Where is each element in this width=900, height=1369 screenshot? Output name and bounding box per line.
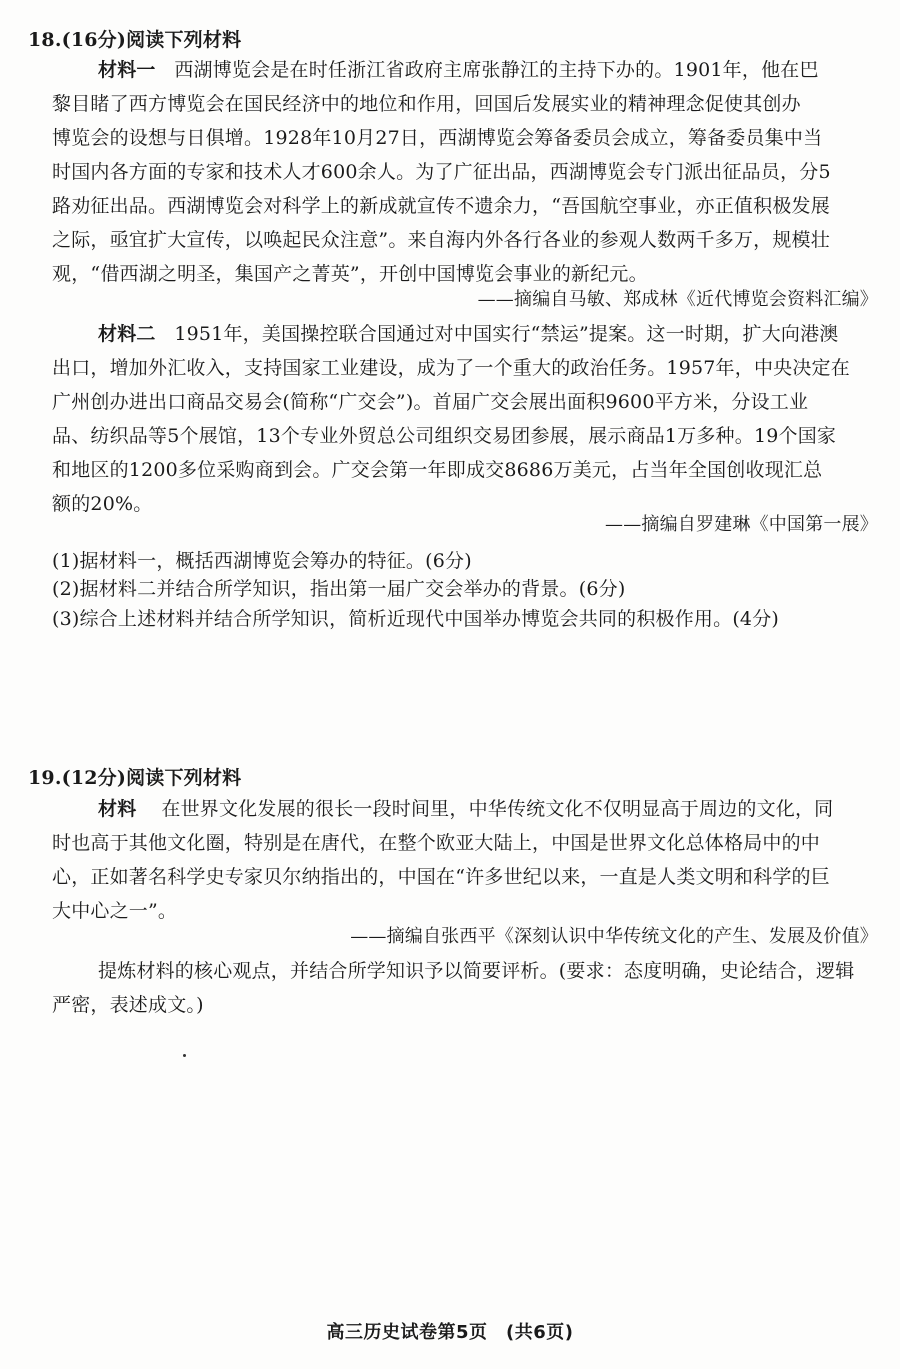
q19-task-line-2: 严密，表述成文。) [52,994,204,1016]
q18-m1-line-1: 材料一 西湖博览会是在时任浙江省政府主席张静江的主持下办的。1901年，他在巴 [98,59,819,81]
q18-m2-line-4: 品、纺织品等5个展馆，13个专业外贸总公司组织交易团参展，展示商品1万多种。19个国家 [52,425,837,447]
scan-speck [183,1054,186,1057]
q19-task-line-1: 提炼材料的核心观点，并结合所学知识予以简要评析。(要求：态度明确，史论结合，逻辑 [98,960,855,982]
q19-material-source: ——摘编自张西平《深刻认识中华传统文化的产生、发展及价值》 [350,926,878,947]
q18-m2-line-5: 和地区的1200多位采购商到会。广交会第一年即成交8686万美元，占当年全国创收现汇总 [52,459,823,481]
q18-m1-line-7: 观，“借西湖之明圣，集国产之菁英”，开创中国博览会事业的新纪元。 [52,263,648,285]
q18-m2-label: 材料二 [98,323,156,345]
q18-heading: 18.(16分)阅读下列材料 [28,29,242,51]
q19-material-line-1: 材料 在世界文化发展的很长一段时间里，中华传统文化不仅明显高于周边的文化，同 [98,798,834,820]
q19-material-line-3: 心，正如著名科学史专家贝尔纳指出的，中国在“许多世纪以来，一直是人类文明和科学的巨 [52,866,830,888]
q18-m1-line-5: 路劝征出品。西湖博览会对科学上的新成就宣传不遗余力，“吾国航空事业，亦正值积极发展 [52,195,830,217]
q18-m1-line-3: 博览会的设想与日俱增。1928年10月27日，西湖博览会筹备委员会成立，筹备委员集中当 [52,127,823,149]
q18-question-3: (3)综合上述材料并结合所学知识，简析近现代中国举办博览会共同的积极作用。(4分) [52,608,780,630]
q19-material-line-2: 时也高于其他文化圈，特别是在唐代，在整个欧亚大陆上，中国是世界文化总体格局中的中 [52,832,821,854]
q18-m1-line-6: 之际，亟宜扩大宣传，以唤起民众注意”。来自海内外各行各业的参观人数两千多万，规模壮 [52,229,830,251]
q19-material-line-4: 大中心之一”。 [52,900,178,922]
q18-m2-line-3: 广州创办进出口商品交易会(简称“广交会”)。首届广交会展出面积9600平方米，分设工业 [52,391,809,413]
q18-m2-line-1: 材料二 1951年，美国操控联合国通过对中国实行“禁运”提案。这一时期，扩大向港澳 [98,323,839,345]
q18-m2-line-2: 出口，增加外汇收入，支持国家工业建设，成为了一个重大的政治任务。1957年，中央决定在 [52,357,850,379]
q18-question-2: (2)据材料二并结合所学知识，指出第一届广交会举办的背景。(6分) [52,578,626,600]
q18-m1-label: 材料一 [98,59,156,81]
q18-m2-source: ——摘编自罗建琳《中国第一展》 [605,514,878,535]
q18-m1-line-2: 黎目睹了西方博览会在国民经济中的地位和作用，回国后发展实业的精神理念促使其创办 [52,93,801,115]
page-footer: 高三历史试卷第5页 (共6页) [326,1322,574,1343]
q18-m1-line-4: 时国内各方面的专家和技术人才600余人。为了广征出品，西湖博览会专门派出征品员，分5 [52,161,831,183]
q18-question-1: (1)据材料一，概括西湖博览会筹办的特征。(6分) [52,550,472,572]
q19-heading: 19.(12分)阅读下列材料 [28,767,242,789]
q18-m2-line-6: 额的20%。 [52,493,153,515]
q18-m1-source: ——摘编自马敏、郑成林《近代博览会资料汇编》 [477,289,878,310]
q19-material-label: 材料 [98,798,137,820]
